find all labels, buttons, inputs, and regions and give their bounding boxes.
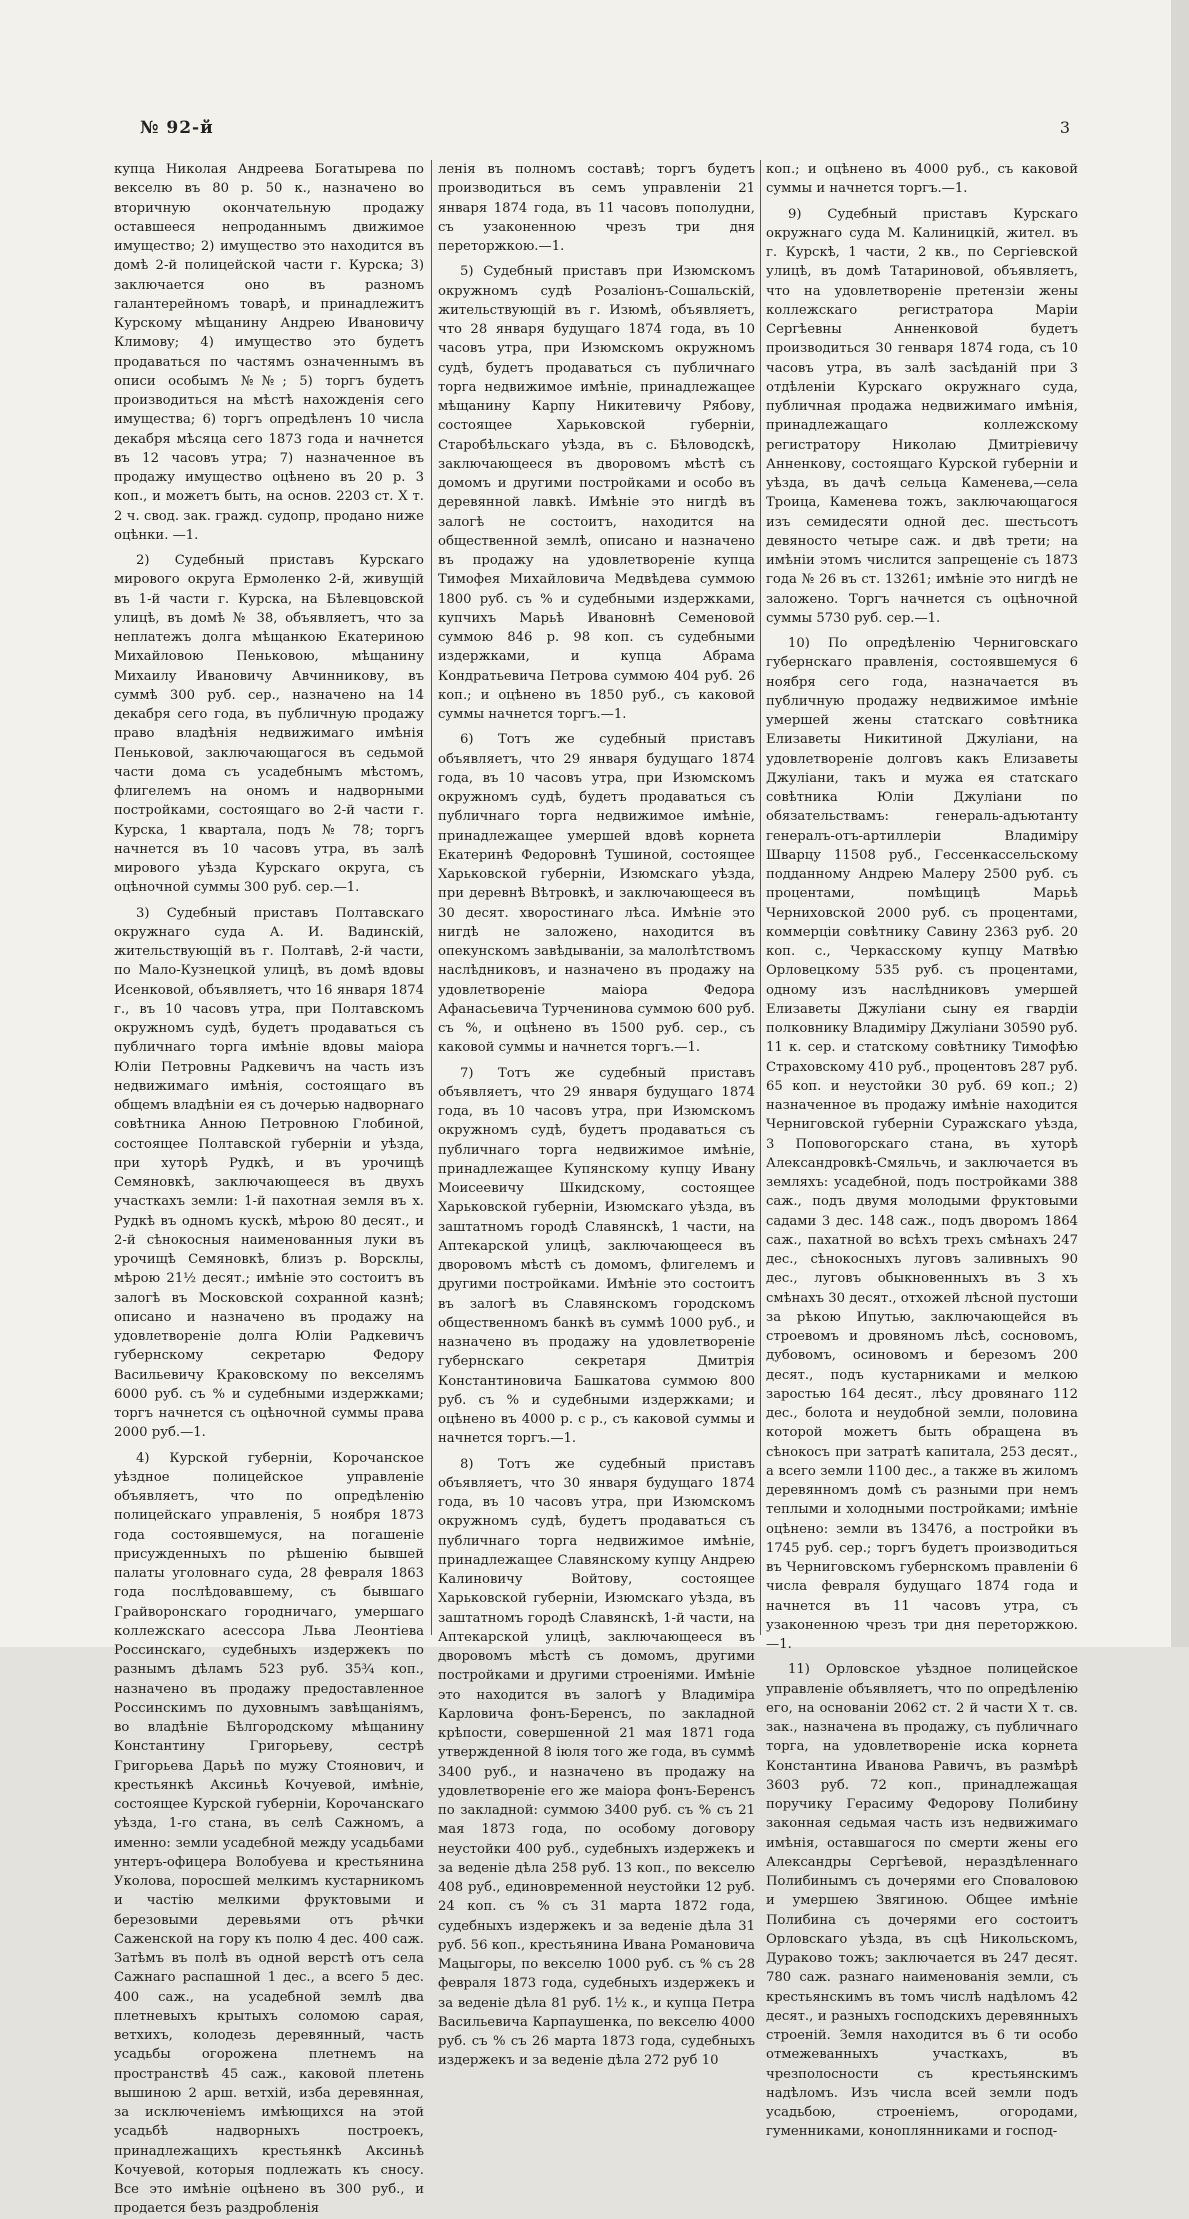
paragraph: 5) Судебный приставъ при Изюмскомъ окружномъ судѣ Розаліонъ-Сошальскій, жительствующій въ г. Изюмѣ, объявляетъ, что 28 января будущаго 1874 года, въ 10 часовъ утра, при Изюмскомъ окружномъ судѣ, будетъ продаваться съ публичнаго торга недвижимое имѣніе, принадлежащее мѣщанину Карпу Никитевичу Рябову, состоящее Харьковской губерніи, Старобѣльскаго уѣзда, въ с. Бѣловодскѣ, заключающееся въ дворовомъ мѣстѣ съ домомъ и другими постройками и особо въ деревянной лавкѣ. Имѣніе это нигдѣ въ залогѣ не состоитъ, находится на общественной землѣ, описано и назначено въ продажу на удовлетвореніе купца Тимофея Михайловича Медвѣдева суммою 1800 руб. съ % и судебными издержками, купчихъ Марьѣ Ивановнѣ Семеновой суммою 846 р. 98 коп. съ судебными издержками, и купца Абрама Кондратьевича Петрова суммою 404 руб. 26 коп.; и оцѣнено въ 1850 руб., съ каковой суммы начнется торгъ.—1. [438, 264, 755, 722]
paragraph: 10) По опредѣленію Черниговскаго губернскаго правленія, состоявшемуся 6 ноября сего года, назначается въ публичную продажу недвижимое имѣніе умершей жены статскаго совѣтника Елизаветы Никитиной Джуліани, на удовлетвореніе долговъ какъ Елизаветы Джуліани, такъ и мужа ея статскаго совѣтника Юліи Джуліани по обязательствамъ: генераль-адъютанту генералъ-отъ-артиллеріи Владиміру Шварцу 11508 руб., Гессенкассельскому подданному Андрею Малеру 2500 руб. съ процентами, помѣщицѣ Марьѣ Черниховской 2000 руб. съ процентами, коммерціи совѣтнику Савину 2363 руб. 20 коп. с., Черкасскому купцу Матвѣю Орловецкому 535 руб. съ процентами, одному изъ наслѣдниковъ умершей Елизаветы Джуліани сыну ея гвардіи полковнику Владиміру Джуліани 30590 руб. 11 к. сер. и статскому совѣтнику Тимофѣю Страховскому 410 руб., процентовъ 287 руб. 65 коп. и неустойки 30 руб. 69 коп.; 2) назначенное въ продажу имѣніе находится Черниговской губерніи Суражскаго уѣзда, 3 Поповогорскаго стана, въ хуторѣ Александровкѣ-Смяльчь, и заключается въ земляхъ: усадебной, подъ постройками 388 саж., подъ двумя молодыми фруктовыми садами 3 дес. 148 саж., подъ дворомъ 1864 саж., пахатной во всѣхъ трехъ смѣнахъ 247 дес., сѣнокосныхъ луговъ заливныхъ 90 дес., луговъ обыкновенныхъ въ 3 хъ смѣнахъ 30 десят., отхожей лѣсной пустоши за рѣкою Ипутью, заключающейся въ строевомъ и дровяномъ лѣсѣ, сосновомъ, дубовомъ, осиновомъ и березомъ 200 десят., подъ кустарниками и мелкою заростью 164 десят., лѣсу дровянаго 112 дес., болота и неудобной земли, половина которой можетъ быть обращена въ сѣнокосъ при затратѣ капитала, 253 десят., а всего земли 1100 дес., а также въ жиломъ деревянномъ домѣ съ разными при немъ теплыми и холодными постройками; имѣніе оцѣнено: земли въ 13476, а постройки въ 1745 руб. сер.; торгъ будетъ производиться въ Черниговскомъ губернскомъ правленіи 6 числа февраля будущаго 1874 года и начнется въ 11 часовъ утра, съ узаконенною чрезъ три дня переторжкою.—1. [766, 636, 1078, 1652]
paragraph: 3) Судебный приставъ Полтавскаго окружнаго суда А. И. Вадинскій, жительствующій въ г. Полтавѣ, 2-й части, по Мало-Кузнецкой улицѣ, въ домѣ вдовы Исенковой, объявляетъ, что 16 января 1874 г., въ 10 часовъ утра, при Полтавскомъ окружномъ судѣ, будетъ продаваться съ публичнаго торга имѣніе вдовы маіора Юліи Петровны Радкевичъ на часть изъ недвижимаго имѣнія, состоящаго въ общемъ владѣніи ея съ дочерью надворнаго совѣтника Анною Петровною Глобиной, состоящее Полтавской губерніи и уѣзда, при хуторѣ Рудкѣ, и въ урочищѣ Семяновкѣ, заключающееся въ двухъ участкахъ земли: 1-й пахотная земля въ х. Рудкѣ въ одномъ кускѣ, мѣрою 80 десят., и 2-й сѣнокосныя наименованныя луки въ урочищѣ Семяновкѣ, близъ р. Ворсклы, мѣрою 21½ десят.; имѣніе это состоитъ въ залогѣ въ Московской сохранной казнѣ; описано и назначено въ продажу на удовлетвореніе долга Юліи Радкевичъ губернскому секретарю Федору Васильевичу Краковскому по векселямъ 6000 руб. съ % и судебными издержками; торгъ начнется съ оцѣночной суммы права 2000 руб.—1. [114, 905, 424, 1441]
paragraph: 9) Судебный приставъ Курскаго окружнаго суда М. Калиницкій, жител. въ г. Курскѣ, 1 части, 2 кв., по Сергіевской улицѣ, въ домѣ Татариновой, объявляетъ, что на удовлетвореніе претензіи жены коллежскаго регистратора Маріи Сергѣевны Анненковой будетъ производиться 30 генваря 1874 года, съ 10 часовъ утра, въ залѣ засѣданій при 3 отдѣленіи Курскаго окружнаго суда, публичная продажа недвижимаго имѣнія, принадлежащаго коллежскому регистратору Николаю Дмитріевичу Анненкову, состоящаго Курской губерніи и уѣзда, въ дачѣ сельца Каменева,—села Троица, Каменева тожъ, заключающагося изъ семидесяти одной дес. шестьсотъ девяносто четыре саж. и двѣ трети; на имѣніи этомъ числится запрещеніе съ 1873 года № 26 въ ст. 13261; имѣніе это нигдѣ не заложено. Торгъ начнется съ оцѣночной суммы 5730 руб. сер.—1. [766, 206, 1078, 626]
paragraph: купца Николая Андреева Богатырева по векселю въ 80 р. 50 к., назначено во вторичную окончательную продажу оставшееся непроданнымъ движимое имущество; 2) имущество это находится въ домѣ 2-й полицейской части г. Курска; 3) заключается оно въ разномъ галантерейномъ товарѣ, и принадлежитъ Курскому мѣщанину Андрею Ивановичу Климову; 4) имущество это будетъ продаваться по частямъ означеннымъ въ описи особымъ №№; 5) торгъ будетъ производиться на мѣстѣ нахожденія сего имущества; 6) торгъ опредѣленъ 10 числа декабря мѣсяца сего 1873 года и начнется въ 12 часовъ утра; 7) назначенное въ продажу имущество оцѣнено въ 20 р. 3 коп., и можетъ быть, на основ. 2203 ст. Х т. 2 ч. свод. зак. гражд. судопр, продано ниже оцѣнки. —1. [114, 162, 424, 543]
paragraph: 8) Тотъ же судебный приставъ объявляетъ, что 30 января будущаго 1874 года, въ 10 часовъ утра, при Изюмскомъ окружномъ судѣ, будетъ продаваться съ публичнаго торга недвижимое имѣніе, принадлежащее Славянскому купцу Андрею Калиновичу Войтову, состоящее Харьковской губерніи, Изюмскаго уѣзда, въ заштатномъ городѣ Славянскѣ, 1-й части, на Аптекарской улицѣ, заключающееся въ дворовомъ мѣстѣ съ домомъ, другими постройками и другими строеніями. Имѣніе это находится въ залогѣ у Владиміра Карловича фонъ-Беренсъ, по закладной крѣпости, совершенной 21 мая 1871 года утвержденной 8 іюля того же года, въ суммѣ 3400 руб., и назначено въ продажу на удовлетвореніе его же маіора фонъ-Беренсъ по закладной: суммою 3400 руб. съ % съ 21 мая 1873 года, по особому договору неустойки 400 руб., судебныхъ издержекъ и за веденіе дѣла 258 руб. 13 коп., по векселю 408 руб., единовременной неустойки 12 руб. 24 коп. съ % съ 31 марта 1872 года, судебныхъ издержекъ и за веденіе дѣла 31 руб. 56 коп., крестьянина Ивана Романовича Мацыгоры, по векселю 1000 руб. съ % съ 28 февраля 1873 года, судебныхъ издержекъ и за веденіе дѣла 81 руб. 1½ к., и купца Петра Васильевича Карпаушенка, по векселю 4000 руб. съ % съ 26 марта 1873 года, судебныхъ издержекъ и за веденіе дѣла 272 руб 10 [438, 1456, 755, 2069]
page-number: 3 [1059, 118, 1070, 137]
text-column-2 [438, 160, 755, 2069]
text-column-3 [766, 160, 1078, 2140]
text-column-1 [114, 160, 424, 2217]
column-divider [431, 160, 432, 1635]
issue-number: № 92-й [140, 118, 214, 138]
paragraph: коп.; и оцѣнено въ 4000 руб., съ каковой суммы и начнется торгъ.—1. [766, 162, 1078, 197]
paragraph: ленія въ полномъ составѣ; торгъ будетъ производиться въ семъ управленіи 21 января 1874 года, въ 11 часовъ пополудни, съ узаконенною чрезъ три дня переторжкою.—1. [438, 162, 755, 254]
scan-edge [1171, 0, 1189, 1647]
paragraph: 6) Тотъ же судебный приставъ объявляетъ, что 29 января будущаго 1874 года, въ 10 часовъ утра, при Изюмскомъ окружномъ судѣ, будетъ продаваться съ публичнаго торга недвижимое имѣніе, принадлежащее умершей вдовѣ корнета Екатеринѣ Федоровнѣ Тушиной, состоящее Харьковской губерніи, Изюмскаго уѣзда, при деревнѣ Вѣтровкѣ, и заключающееся въ 30 десят. хворостинаго лѣса. Имѣніе это нигдѣ не заложено, находится въ опекунскомъ завѣдываніи, за малолѣтствомъ наслѣдниковъ, и назначено въ продажу на удовлетвореніе маіора Федора Афанасьевича Турченинова суммою 600 руб. съ %, и оцѣнено въ 1500 руб. сер., съ каковой суммы и начнется торгъ.—1. [438, 732, 755, 1056]
column-divider [760, 160, 761, 1635]
page-header [140, 118, 1070, 148]
paragraph: 7) Тотъ же судебный приставъ объявляетъ, что 29 января будущаго 1874 года, въ 10 часовъ утра, при Изюмскомъ окружномъ судѣ, будетъ продаваться съ публичнаго торга недвижимое имѣніе, принадлежащее Купянскому купцу Ивану Моисеевичу Шкидскому, состоящее Харьковской губерніи, Изюмскаго уѣзда, въ заштатномъ городѣ Славянскѣ, 1 части, на Аптекарской улицѣ, заключающееся въ дворовомъ мѣстѣ съ домомъ, флигелемъ и другими постройками. Имѣніе это состоитъ въ залогѣ въ Славянскомъ городскомъ общественномъ банкѣ въ суммѣ 1000 руб., и назначено въ продажу на удовлетвореніе губернскаго секретаря Дмитрія Константиновича Башкатова суммою 800 руб. съ % и судебными издержками; и оцѣнено въ 4000 р. с р., съ каковой суммы и начнется торгъ.—1. [438, 1065, 755, 1447]
paragraph: 11) Орловское уѣздное полицейское управленіе объявляетъ, что по опредѣленію его, на основаніи 2062 ст. 2 й части Х т. св. зак., назначена въ продажу, съ публичнаго торга, на удовлетвореніе иска корнета Константина Иванова Равичъ, въ размѣрѣ 3603 руб. 72 коп., принадлежащая поручику Герасиму Федорову Полибину законная седьмая часть изъ недвижимаго имѣнія, оставшагося по смерти жены его Александры Сергѣевой, нераздѣленнаго Полибинымъ съ дочерями его Споваловою и умершею Звягиною. Общее имѣніе Полибина съ дочерями его состоитъ Орловскаго уѣзда, въ сцѣ Никольскомъ, Дураково тожъ; заключается въ 247 десят. 780 саж. разнаго наименованія земли, съ крестьянскимъ въ томъ числѣ надѣломъ 42 десят., и разныхъ господскихъ деревянныхъ строеній. Земля находится въ 6 ти особо отмежеванныхъ участкахъ, въ чрезполосности съ крестьянскимъ надѣломъ. Изъ числа всей земли подъ усадьбою, строеніемъ, огородами, гуменниками, коноплянниками и господ- [766, 1662, 1078, 2140]
paragraph: 4) Курской губерніи, Корочанское уѣздное полицейское управленіе объявляетъ, что по опредѣленію полицейскаго управленія, 5 ноября 1873 года состоявшемуся, на погашеніе присужденныхъ по рѣшенію бывшей палаты уголовнаго суда, 28 февраля 1863 года послѣдовавшему, съ бывшаго Грайворонскаго городничаго, умершаго коллежскаго асессора Льва Леонтіева Россинскаго, судебныхъ издержекъ по разнымъ дѣламъ 523 руб. 35¾ коп., назначено въ продажу предоставленное Россинскимъ по духовнымъ завѣщаніямъ, во владѣніе Бѣлгородскому мѣщанину Константину Григорьеву, сестрѣ Григорьева Дарьѣ по мужу Стоянович, и крестьянкѣ Аксиньѣ Кочуевой, имѣніе, состоящее Курской губерніи, Корочанскаго уѣзда, 1-го стана, въ селѣ Сажномъ, а именно: земли усадебной между усадьбами унтеръ-офицера Волобуева и крестьянина Уколова, поросшей мелкимъ кустарникомъ и частію мелкими фруктовыми и березовыми деревьями отъ рѣчки Саженской на гору къ полю 4 дес. 400 саж. Затѣмъ въ полѣ въ одной верстѣ отъ села Сажнаго распашной 1 дес., а всего 5 дес. 400 саж., на усадебной землѣ два плетневыхъ крытыхъ соломою сарая, ветхихъ, колодезь деревянный, часть усадьбы огорожена плетнемъ на пространствѣ 45 саж., каковой плетень вышиною 2 арш. ветхій, изба деревянная, за исключеніемъ имѣющихся на этой усадьбѣ надворныхъ построекъ, принадлежащихъ крестьянкѣ Аксиньѣ Кочуевой, которыя подлежать къ сносу. Все это имѣніе оцѣнено въ 300 руб., и продается безъ раздробленія [114, 1450, 424, 2217]
paragraph: 2) Судебный приставъ Курскаго мирового округа Ермоленко 2-й, живущій въ 1-й части г. Курска, на Бѣлевцовской улицѣ, въ домѣ № 38, объявляетъ, что за неплатежъ долга мѣщанкою Екатериною Михайловою Пеньковою, мѣщанину Михаилу Ивановичу Авчинникову, въ суммѣ 300 руб. сер., назначено на 14 декабря сего года, въ публичную продажу право владѣнія недвижимаго имѣнія Пеньковой, заключающагося въ седьмой части дома съ усадебнымъ мѣстомъ, флигелемъ на ономъ и надворными постройками, состоящаго во 2-й части г. Курска, 1 квартала, подъ № 78; торгъ начнется въ 10 часовъ утра, въ залѣ мирового уѣзда Курскаго округа, съ оцѣночной суммы 300 руб. сер.—1. [114, 553, 424, 896]
